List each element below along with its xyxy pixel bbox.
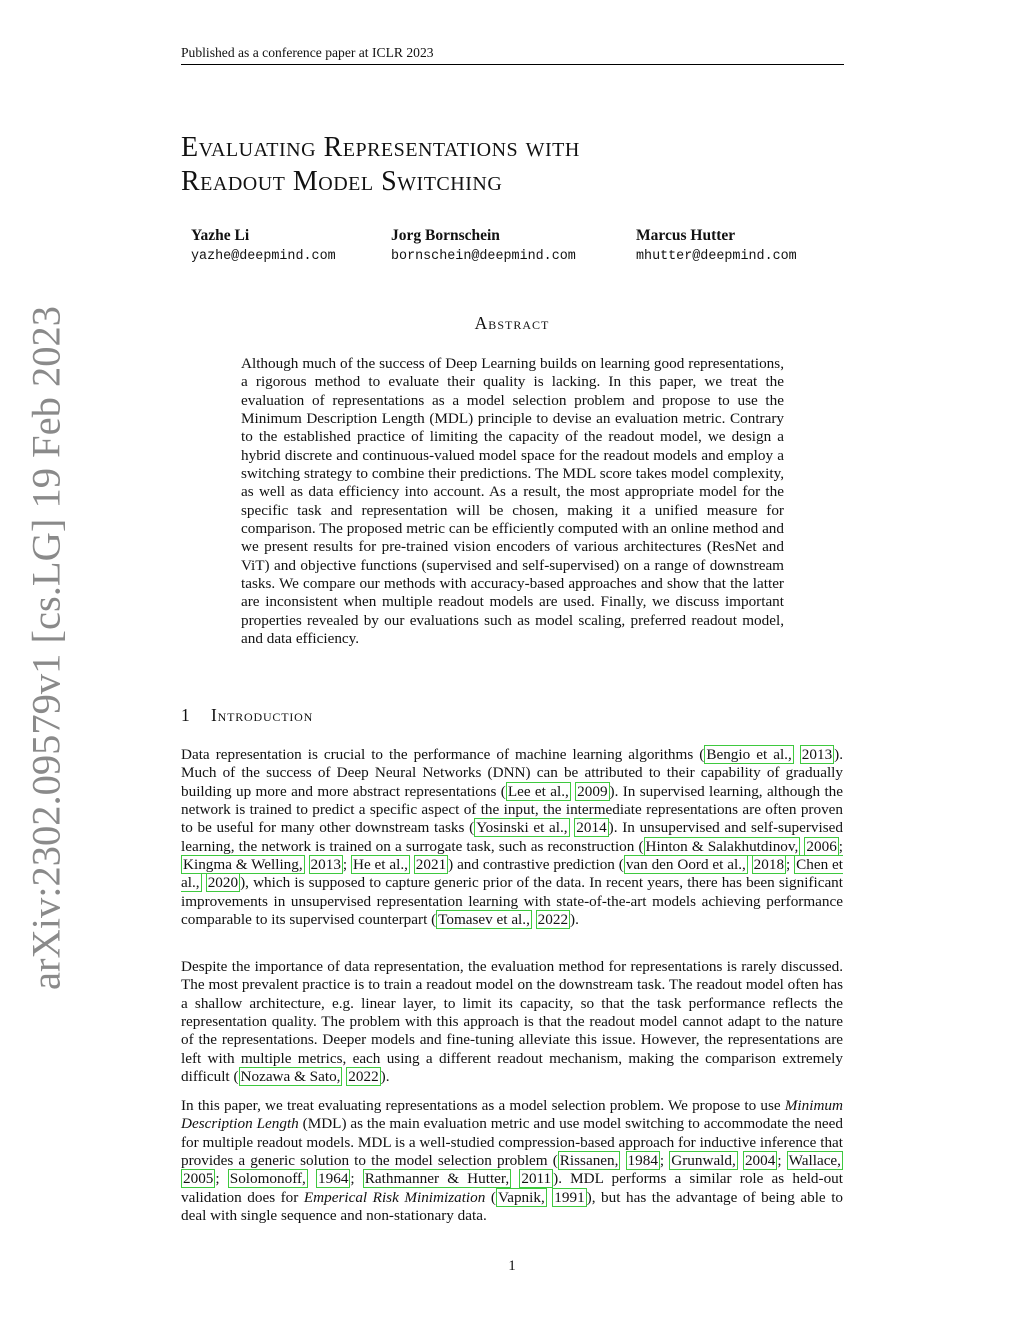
citation-link[interactable]: 2022 [537,911,569,929]
citation-link[interactable]: 2020 [207,874,239,892]
author-email: yazhe@deepmind.com [191,249,336,264]
abstract-heading: Abstract [474,313,550,333]
citation-link[interactable]: Kingma & Welling, [183,856,303,874]
author-1 [191,227,336,266]
author-3 [636,227,797,266]
citation-link[interactable]: 2009 [577,782,608,800]
emphasis-text: Minimum Description Length [181,1097,843,1133]
citation-link[interactable]: Wallace, [788,1152,841,1170]
section-number: 1 [181,705,191,725]
author-email: mhutter@deepmind.com [636,249,797,264]
citation-link[interactable]: Grunwald, [671,1152,736,1170]
running-header: Published as a conference paper at ICLR 2023 [181,45,844,65]
intro-paragraph-2: Despite the importance of data representation, the evaluation method for representations is rarely discussed. The most prevalent practice is to train a readout model on the downstream task. The readout model often has a shallow architecture, e.g. linear layer, to limit its capacity, so that the task performance reflects the representation quality. The problem with this approach is that the readout model cannot adapt to the nature of the representations. Deeper models and fine-tuning alleviate this issue. However, the representations are left with multiple metrics, each using a different readout mechanism, making the comparison extremely difficult ( Nozawa & Sato, 2022 ). [181,958,843,1086]
section-title: Introduction [211,705,314,725]
citation-link[interactable]: Rathmanner & Hutter, [364,1170,510,1188]
citation-link[interactable]: 1984 [627,1152,658,1170]
citation-link[interactable]: Chen et al., [181,856,843,892]
title-line-2: Readout Model Switching [181,166,503,197]
section-heading [181,705,313,726]
citation-link[interactable]: Lee et al., [507,782,569,800]
citation-link[interactable]: Solomonoff, [229,1170,306,1188]
citation-link[interactable]: 2022 [348,1068,379,1086]
citation-link[interactable]: 1991 [554,1188,585,1206]
title-line-1: Evaluating Representations with [181,132,580,163]
citation-link[interactable]: Hinton & Salakhutdinov, [645,837,799,855]
author-email: bornschein@deepmind.com [391,249,576,264]
citation-link[interactable]: Nozawa & Sato, [240,1068,341,1086]
citation-link[interactable]: Yosinski et al., [476,819,568,837]
citation-link[interactable]: 2004 [744,1152,776,1170]
abstract-text: Although much of the success of Deep Learning builds on learning good representations, a rigorous method to evaluate their quality is lacking. In this paper, we treat the evaluation of representations as a model selection problem and propose to use the Minimum Description Length (MDL) principle to devise an evaluation metric. Contrary to the established practice of limiting the capacity of the readout model, we design a hybrid discrete and continuous-valued model space for the readout models and employ a switching strategy to combine their predictions. The MDL score takes model complexity, as well as data efficiency into account. As a result, the most appropriate model for the specific task and representation will be chosen, making it a unified measure for comparison. The proposed metric can be efficiently computed with an online method and we present results for pre-trained vision encoders of various architectures (ResNet and ViT) and objective functions (supervised and self-supervised) on a range of downstream tasks. We compare our methods with accuracy-based approaches and show that the latter are inconsistent when multiple readout models are used. Finally, we discuss important properties revealed by our evaluations such as model scaling, preferred readout model, and data efficiency. [241,355,784,648]
citation-link[interactable]: Bengio et al., [706,746,792,763]
citation-link[interactable]: 2011 [521,1170,552,1188]
citation-link[interactable]: 2005 [183,1170,214,1188]
citation-link[interactable]: Rissanen, [559,1152,619,1170]
intro-paragraph-1: Data representation is crucial to the performance of machine learning algorithms ( Bengio et al., 2013 ). Much of the success of Deep Neural Networks (DNN) can be attributed to their capability of gradually building up more and more abstract representations ( Lee et al., 2009 ). In supervised learning, although the network is trained to predict a specific aspect of the input, the intermediate representations are often proven to be useful for many other downstream tasks ( Yosinski et al., 2014 ). In unsupervised and self-supervised learning, the network is trained on a surrogate task, such as reconstruction ( Hinton & Salakhutdinov, 2006 ; Kingma & Welling, 2013 ; He et al., 2021 ) and contrastive prediction ( van den Oord et al., 2018 ; Chen et al., 2020 ), which is supposed to capture generic prior of the data. In recent years, there has been significant improvements in unsupervised representation learning with state-of-the-art models achieving performance comparable to its supervised counterpart ( Tomasev et al., 2022 ). [181,746,844,929]
arxiv-stamp: arXiv:2302.09579v1 [cs.LG] 19 Feb 2023 [23,306,69,990]
intro-paragraph-3: In this paper, we treat evaluating representations as a model selection problem. We propose to use Minimum Description Length (MDL) as the main evaluation metric and use model switching to accommodate the need for multiple readout models. MDL is a well-studied compression-based approach for inductive inference that provides a generic solution to the model selection problem ( Rissanen, 1984 ; Grunwald, 2004 ; Wallace, 2005 ; Solomonoff, 1964 ; Rathmanner & Hutter, 2011 ). MDL performs a similar role as held-out validation does for Emperical Risk Minimization ( Vapnik, 1991 ), but has the advantage of being able to deal with single sequence and non-stationary data. [181,1097,844,1225]
paper-title [181,131,841,199]
citation-link[interactable]: He et al., [352,856,408,874]
citation-link[interactable]: 2018 [753,856,785,874]
emphasis-text: Emperical Risk Minimization [303,1188,486,1206]
citation-link[interactable]: 2006 [806,837,837,855]
citation-link[interactable]: 2014 [576,819,607,837]
citation-link[interactable]: 2013 [801,746,833,763]
citation-link[interactable]: 2013 [310,856,341,874]
author-name: Marcus Hutter [636,227,736,244]
citation-link[interactable]: Tomasev et al., [438,911,530,929]
citation-link[interactable]: 2021 [415,856,447,874]
author-name: Yazhe Li [191,227,250,244]
citation-link[interactable]: 1964 [318,1170,349,1188]
author-name: Jorg Bornschein [391,227,500,244]
citation-link[interactable]: van den Oord et al., [625,856,746,874]
page-number: 1 [508,1258,516,1274]
citation-link[interactable]: Vapnik, [497,1188,545,1206]
author-2 [391,227,576,266]
